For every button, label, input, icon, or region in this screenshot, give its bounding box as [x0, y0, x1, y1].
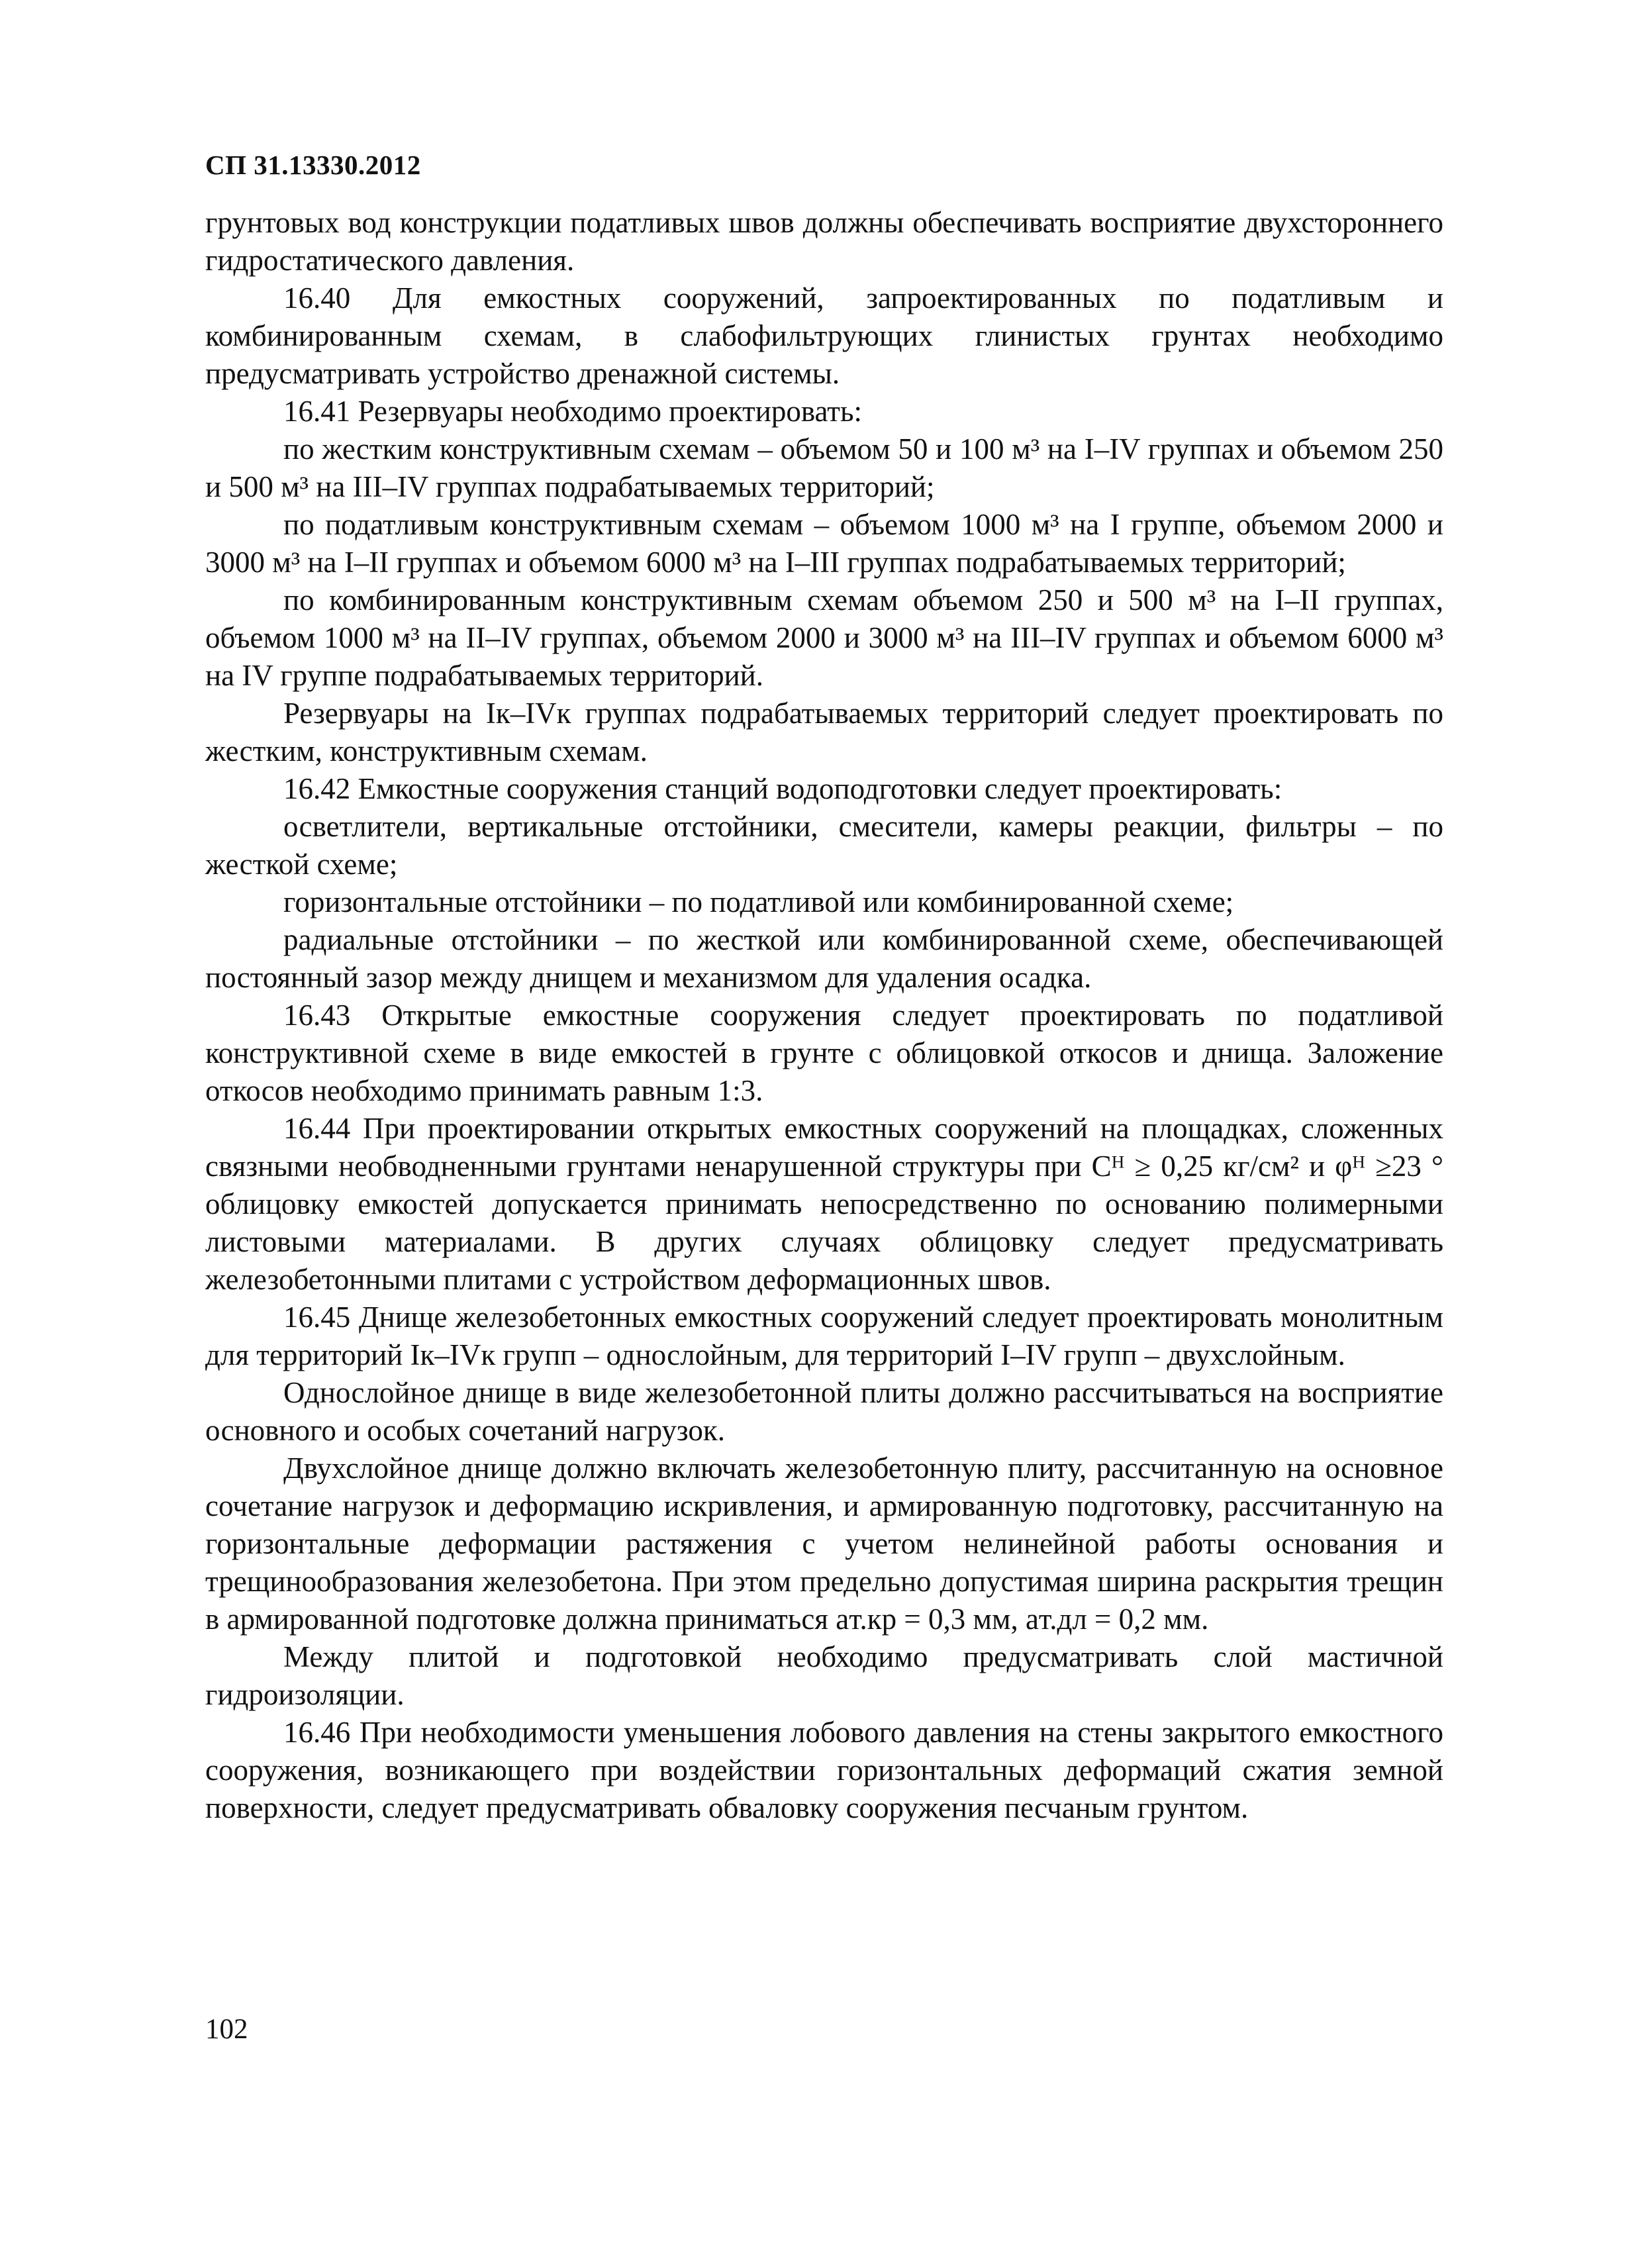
paragraph: 16.46 При необходимости уменьшения лобового давления на стены закрытого емкостного сооружения, возникающего при воздействии горизонтальных деформаций сжатия земной поверхности, следует предусматривать обваловку сооружения песчаным грунтом. — [205, 1716, 1443, 1824]
document-body — [205, 204, 1443, 1827]
paragraph: 16.41 Резервуары необходимо проектировать: — [283, 395, 862, 428]
paragraph: Между плитой и подготовкой необходимо предусматривать слой мастичной гидроизоляции. — [205, 1640, 1443, 1711]
paragraph: 16.45 Днище железобетонных емкостных сооружений следует проектировать монолитным для территорий Iк–IVк групп – однослойным, для территорий I–IV групп – двухслойным. — [205, 1301, 1443, 1371]
paragraph: осветлители, вертикальные отстойники, смесители, камеры реакции, фильтры – по жесткой схеме; — [205, 810, 1443, 881]
paragraph: по комбинированным конструктивным схемам объемом 250 и 500 м³ на I–II группах, объемом 1000 м³ на II–IV группах, объемом 2000 и 3000 м³ на III–IV группах и объемом 6000 м³ на IV группе подрабатываемых территорий. — [205, 583, 1443, 692]
paragraph: по податливым конструктивным схемам – объемом 1000 м³ на I группе, объемом 2000 и 3000 м³ на I–II группах и объемом 6000 м³ на I–III группах подрабатываемых территорий; — [205, 508, 1443, 579]
paragraph: 16.42 Емкостные сооружения станций водоподготовки следует проектировать: — [283, 772, 1282, 805]
paragraph: радиальные отстойники – по жесткой или комбинированной схеме, обеспечивающей постоянный зазор между днищем и механизмом для удаления осадка. — [205, 923, 1443, 994]
paragraph: Резервуары на Iк–IVк группах подрабатываемых территорий следует проектировать по жестким, конструктивным схемам. — [205, 697, 1443, 767]
page-number: 102 — [205, 2014, 248, 2045]
paragraph: грунтовых вод конструкции податливых швов должны обеспечивать восприятие двухстороннего гидростатического давления. — [205, 206, 1443, 277]
document-header: СП 31.13330.2012 — [205, 150, 421, 180]
paragraph: горизонтальные отстойники – по податливой или комбинированной схеме; — [283, 885, 1234, 918]
paragraph: 16.44 При проектировании открытых емкостных сооружений на площадках, сложенных связными необводненными грунтами ненарушенной структуры при Cᴴ ≥ 0,25 кг/см² и φᴴ ≥23 ° облицовку емкостей допускается принимать непосредственно по основанию полимерными листовыми материалами. В других случаях облицовку следует предусматривать железобетонными плитами с устройством деформационных швов. — [205, 1112, 1443, 1296]
paragraph: Однослойное днище в виде железобетонной плиты должно рассчитываться на восприятие основного и особых сочетаний нагрузок. — [205, 1376, 1443, 1447]
paragraph: 16.40 Для емкостных сооружений, запроектированных по податливым и комбинированным схемам, в слабофильтрующих глинистых грунтах необходимо предусматривать устройство дренажной системы. — [205, 281, 1443, 390]
paragraph: по жестким конструктивным схемам – объемом 50 и 100 м³ на I–IV группах и объемом 250 и 500 м³ на III–IV группах подрабатываемых территорий; — [205, 432, 1443, 503]
paragraph: Двухслойное днище должно включать железобетонную плиту, рассчитанную на основное сочетание нагрузок и деформацию искривления, и армированную подготовку, рассчитанную на горизонтальные деформации растяжения с учетом нелинейной работы основания и трещинообразования железобетона. При этом предельно допустимая ширина раскрытия трещин в армированной подготовке должна приниматься aт.кр = 0,3 мм, aт.дл = 0,2 мм. — [205, 1452, 1443, 1636]
paragraph: 16.43 Открытые емкостные сооружения следует проектировать по податливой конструктивной схеме в виде емкостей в грунте с облицовкой откосов и днища. Заложение откосов необходимо принимать равным 1:3. — [205, 999, 1443, 1107]
